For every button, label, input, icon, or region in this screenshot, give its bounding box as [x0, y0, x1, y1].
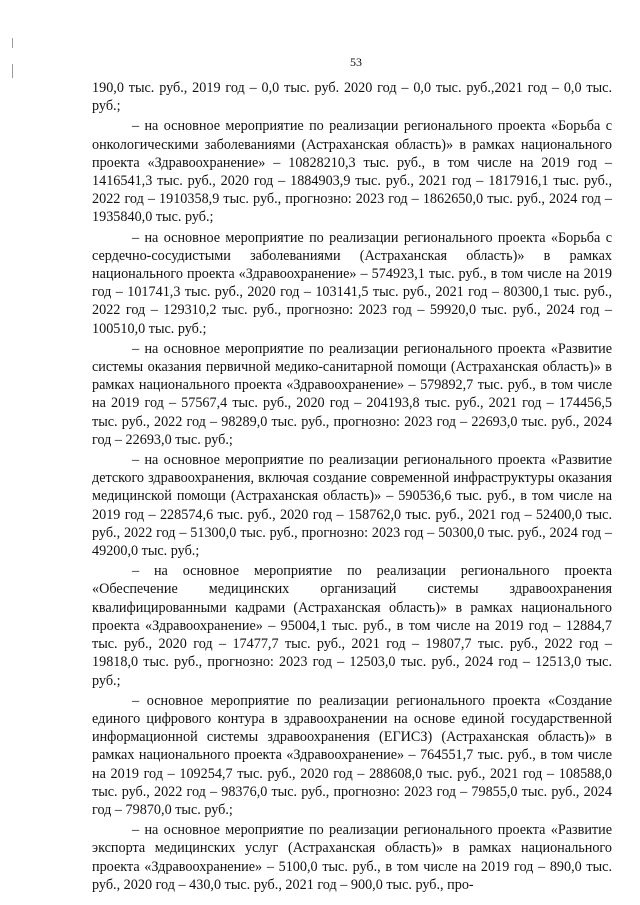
document-body: [92, 79, 612, 896]
scan-edge-mark: [12, 38, 13, 48]
paragraph-child-healthcare: – на основное мероприятие по реализации регионального проекта «Развитие детского здравоохранения, включая создание современной инфраструктуры оказания медицинской помощи (Астраханская область)» – 590536,6 тыс. руб., в том числе на 2019 год – 228574,6 тыс. руб., 2020 год – 158762,0 тыс. руб., 2021 год – 52400,0 тыс. руб., 2022 год – 51300,0 тыс. руб., прогнозно: 2023 год – 50300,0 тыс. руб., 2024 год – 49200,0 тыс. руб.;: [92, 452, 612, 560]
paragraph-cardiovascular: – на основное мероприятие по реализации регионального проекта «Борьба с сердечно-сосудистыми заболеваниями (Астраханская область)» в рамках национального проекта «Здравоохранение» – 574923,1 тыс. руб., в том числе на 2019 год – 101741,3 тыс. руб., 2020 год – 103141,5 тыс. руб., 2021 год – 80300,1 тыс. руб., 2022 год – 129310,2 тыс. руб., прогнозно: 2023 год – 59920,0 тыс. руб., 2024 год – 100510,0 тыс. руб.;: [92, 229, 612, 337]
paragraph-primary-care: – на основное мероприятие по реализации регионального проекта «Развитие системы оказания первичной медико-санитарной помощи (Астраханская область)» в рамках национального проекта «Здравоохранение» – 579892,7 тыс. руб., в том числе на 2019 год – 57567,4 тыс. руб., 2020 год – 204193,8 тыс. руб., 2021 год – 174456,5 тыс. руб., 2022 год – 98289,0 тыс. руб., прогнозно: 2023 год – 22693,0 тыс. руб., 2024 год – 22693,0 тыс. руб.;: [92, 340, 612, 448]
page-number: 53: [350, 55, 362, 69]
scan-edge-mark: [12, 64, 13, 78]
paragraph-qualified-staff: – на основное мероприятие по реализации регионального проекта «Обеспечение медицинских организаций системы здравоохранения квалифицированными кадрами (Астраханская область)» в рамках национального проекта «Здравоохранение» – 95004,1 тыс. руб., в том числе на 2019 год – 12884,7 тыс. руб., 2020 год – 17477,7 тыс. руб., 2021 год – 19807,7 тыс. руб., 2022 год – 19818,0 тыс. руб., прогнозно: 2023 год – 12503,0 тыс. руб., 2024 год – 12513,0 тыс. руб.;: [92, 563, 612, 689]
paragraph-continuation: 190,0 тыс. руб., 2019 год – 0,0 тыс. руб. 2020 год – 0,0 тыс. руб.,2021 год – 0,0 тыс. руб.;: [92, 80, 612, 115]
paragraph-oncology: – на основное мероприятие по реализации регионального проекта «Борьба с онкологическими заболеваниями (Астраханская область)» в рамках национального проекта «Здравоохранение» – 10828210,3 тыс. руб., в том числе на 2019 год – 1416541,3 тыс. руб., 2020 год – 1884903,9 тыс. руб., 2021 год – 1817916,1 тыс. руб., 2022 год – 1910358,9 тыс. руб., прогнозно: 2023 год – 1862650,0 тыс. руб., 2024 год – 1935840,0 тыс. руб.;: [92, 118, 612, 226]
paragraph-medical-export: – на основное мероприятие по реализации регионального проекта «Развитие экспорта медицинских услуг (Астраханская область)» в рамках национального проекта «Здравоохранение» – 5100,0 тыс. руб., в том числе на 2019 год – 890,0 тыс. руб., 2020 год – 430,0 тыс. руб., 2021 год – 900,0 тыс. руб., про-: [92, 822, 612, 893]
paragraph-digital-contour: – основное мероприятие по реализации регионального проекта «Создание единого цифрового контура в здравоохранении на основе единой государственной информационной системы здравоохранения (ЕГИСЗ) (Астраханская область)» в рамках национального проекта «Здравоохранение» – 764551,7 тыс. руб., в том числе на 2019 год – 109254,7 тыс. руб., 2020 год – 288608,0 тыс. руб., 2021 год – 108588,0 тыс. руб., 2022 год – 98376,0 тыс. руб., прогнозно: 2023 год – 79855,0 тыс. руб., 2024 год – 79870,0 тыс. руб.;: [92, 692, 612, 818]
